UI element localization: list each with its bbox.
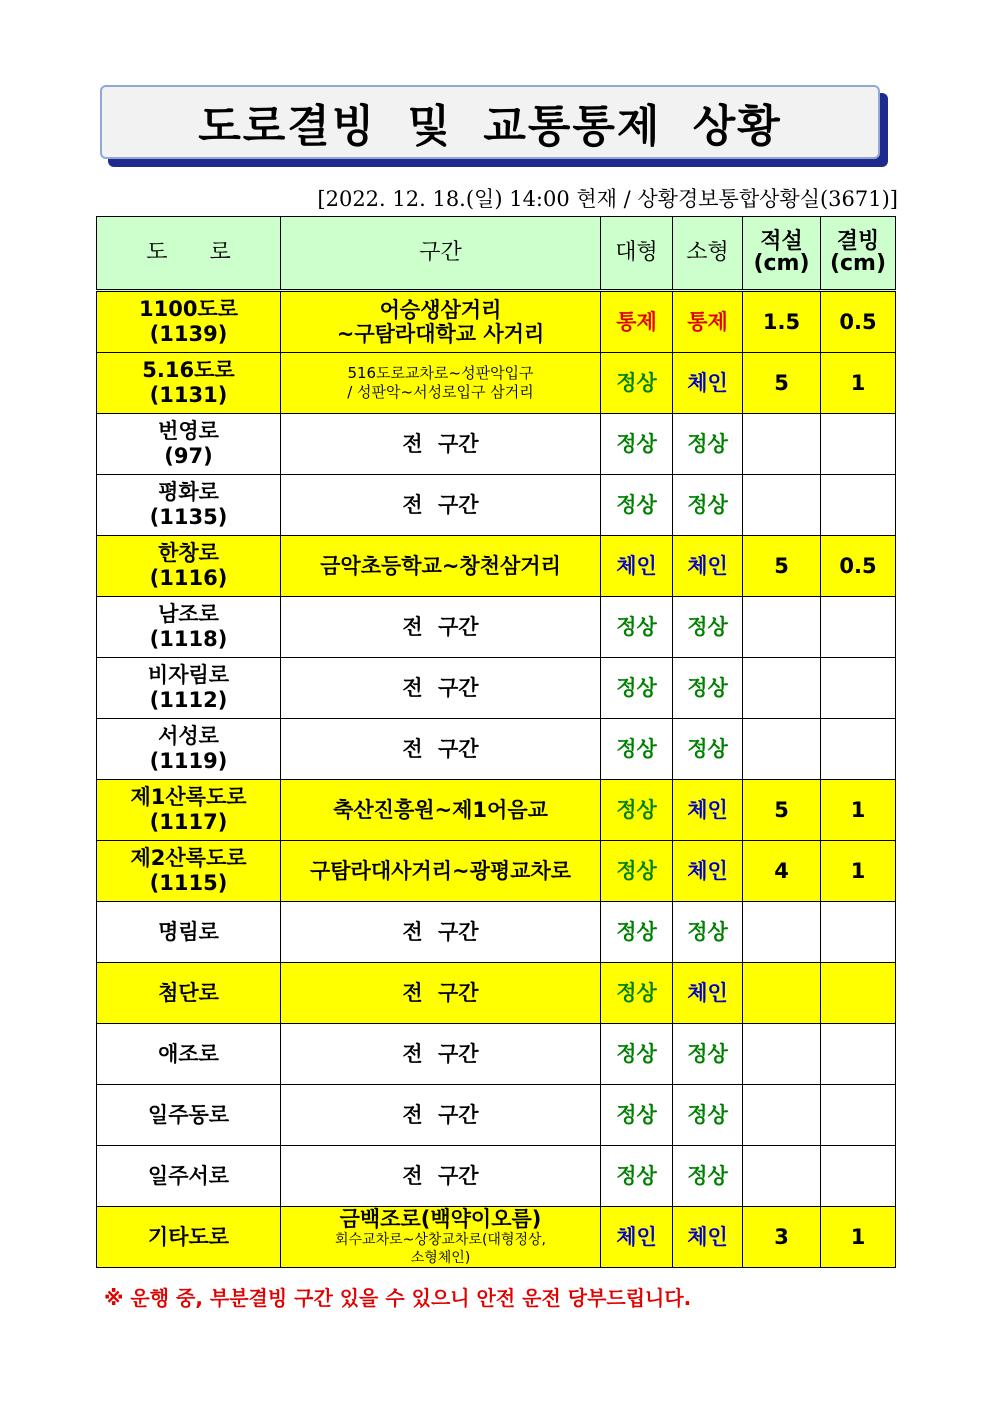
ice-depth (821, 963, 896, 1024)
road-name-cell (97, 780, 281, 841)
road-name: 제2산록도로 (130, 846, 247, 870)
ice-depth: 1 (821, 353, 896, 414)
large-vehicle-status: 정상 (601, 1146, 673, 1207)
ice-depth (821, 414, 896, 475)
road-number: (1112) (149, 688, 228, 712)
section-cell: 구탐라대사거리~광평교차로 (281, 841, 601, 902)
section-cell: 전 구간 (281, 414, 601, 475)
large-vehicle-status: 체인 (601, 536, 673, 597)
section-cell: 전 구간 (281, 658, 601, 719)
title-banner (100, 85, 884, 163)
small-vehicle-status: 체인 (673, 841, 743, 902)
large-vehicle-status: 정상 (601, 780, 673, 841)
snow-depth (743, 414, 821, 475)
small-vehicle-status: 통제 (673, 291, 743, 353)
snow-depth (743, 597, 821, 658)
large-vehicle-status: 정상 (601, 719, 673, 780)
ice-depth (821, 1024, 896, 1085)
road-name-cell (97, 1024, 281, 1085)
small-vehicle-status: 정상 (673, 414, 743, 475)
ice-depth: 0.5 (821, 291, 896, 353)
road-name-cell (97, 536, 281, 597)
snow-depth (743, 1085, 821, 1146)
ice-depth (821, 719, 896, 780)
road-name-cell (97, 291, 281, 353)
section-cell: 전 구간 (281, 597, 601, 658)
large-vehicle-status: 정상 (601, 353, 673, 414)
snow-depth (743, 719, 821, 780)
snow-depth (743, 658, 821, 719)
snow-depth (743, 963, 821, 1024)
road-number: (1139) (149, 322, 228, 346)
table-row (97, 291, 896, 353)
road-number: (1135) (149, 505, 228, 529)
snow-depth: 3 (743, 1207, 821, 1268)
road-number: (1131) (149, 383, 228, 407)
large-vehicle-status: 정상 (601, 597, 673, 658)
road-name-cell (97, 1146, 281, 1207)
road-name: 제1산록도로 (130, 785, 247, 809)
ice-depth (821, 658, 896, 719)
table-row (97, 1085, 896, 1146)
table-row (97, 475, 896, 536)
page-title: 도로결빙 및 교통통제 상황 (198, 101, 782, 152)
table-row (97, 536, 896, 597)
table-row (97, 902, 896, 963)
ice-depth: 1 (821, 841, 896, 902)
large-vehicle-status: 정상 (601, 658, 673, 719)
road-name: 애조로 (158, 1041, 219, 1066)
table-row (97, 414, 896, 475)
ice-depth (821, 1085, 896, 1146)
road-name: 서성로 (158, 724, 219, 748)
small-vehicle-status: 정상 (673, 1146, 743, 1207)
section-cell: 어승생삼거리 ~구탐라대학교 사거리 (281, 291, 601, 353)
large-vehicle-status: 정상 (601, 414, 673, 475)
small-vehicle-status: 정상 (673, 1085, 743, 1146)
road-name: 1100도로 (138, 297, 239, 321)
small-vehicle-status: 정상 (673, 658, 743, 719)
ice-depth: 1 (821, 780, 896, 841)
table-row (97, 1146, 896, 1207)
section-cell: 전 구간 (281, 902, 601, 963)
section-cell: 전 구간 (281, 719, 601, 780)
snow-depth: 5 (743, 536, 821, 597)
section-cell: 전 구간 (281, 1146, 601, 1207)
snow-depth: 5 (743, 353, 821, 414)
road-name-cell (97, 841, 281, 902)
header-large: 대형 (601, 217, 673, 291)
road-name: 일주서로 (147, 1163, 230, 1188)
report-timestamp: [2022. 12. 18.(일) 14:00 현재 / 상황경보통합상황실(3671)] (317, 187, 898, 211)
road-name: 번영로 (158, 419, 219, 443)
section-cell: 전 구간 (281, 1085, 601, 1146)
title-box (100, 85, 880, 159)
small-vehicle-status: 체인 (673, 536, 743, 597)
snow-depth (743, 1024, 821, 1085)
table-header-row (97, 217, 896, 291)
road-name-cell (97, 963, 281, 1024)
snow-depth (743, 1146, 821, 1207)
table-row (97, 780, 896, 841)
small-vehicle-status: 정상 (673, 902, 743, 963)
header-small: 소형 (673, 217, 743, 291)
large-vehicle-status: 통제 (601, 291, 673, 353)
table-row (97, 353, 896, 414)
ice-depth (821, 1146, 896, 1207)
small-vehicle-status: 체인 (673, 1207, 743, 1268)
road-name-cell (97, 353, 281, 414)
snow-depth: 4 (743, 841, 821, 902)
road-name-cell (97, 658, 281, 719)
ice-depth (821, 902, 896, 963)
road-name: 한창로 (158, 541, 219, 565)
road-number: (1115) (149, 871, 228, 895)
ice-depth: 1 (821, 1207, 896, 1268)
small-vehicle-status: 체인 (673, 353, 743, 414)
small-vehicle-status: 정상 (673, 475, 743, 536)
small-vehicle-status: 정상 (673, 597, 743, 658)
road-name-cell (97, 414, 281, 475)
road-name: 첨단로 (158, 980, 219, 1005)
road-name: 일주동로 (147, 1102, 230, 1127)
header-road: 도 로 (97, 217, 281, 291)
large-vehicle-status: 체인 (601, 1207, 673, 1268)
road-name: 평화로 (158, 480, 219, 504)
snow-depth: 5 (743, 780, 821, 841)
section-cell: 전 구간 (281, 1024, 601, 1085)
large-vehicle-status: 정상 (601, 1085, 673, 1146)
road-name: 남조로 (158, 602, 219, 626)
snow-depth: 1.5 (743, 291, 821, 353)
road-name-cell (97, 475, 281, 536)
small-vehicle-status: 정상 (673, 719, 743, 780)
road-status-table (96, 216, 896, 1268)
small-vehicle-status: 체인 (673, 963, 743, 1024)
road-name: 기타도로 (147, 1224, 230, 1249)
section-cell: 축산진흥원~제1어음교 (281, 780, 601, 841)
road-name: 5.16도로 (142, 358, 235, 382)
large-vehicle-status: 정상 (601, 902, 673, 963)
table-row (97, 719, 896, 780)
road-name-cell (97, 1085, 281, 1146)
table-row (97, 963, 896, 1024)
road-name-cell (97, 902, 281, 963)
table-row (97, 1207, 896, 1268)
header-snow: 적설 (cm) (743, 217, 821, 291)
section-cell: 전 구간 (281, 475, 601, 536)
snow-depth (743, 902, 821, 963)
large-vehicle-status: 정상 (601, 1024, 673, 1085)
road-name: 명림로 (158, 919, 219, 944)
large-vehicle-status: 정상 (601, 475, 673, 536)
table-row (97, 841, 896, 902)
road-number: (1118) (149, 627, 228, 651)
section-cell: 516도로교차로~성판악입구 / 성판악~서성로입구 삼거리 (281, 353, 601, 414)
header-section: 구간 (281, 217, 601, 291)
ice-depth (821, 597, 896, 658)
section-cell: 금백조로(백약이오름) 회수교차로~상창교차로(대형정상, 소형체인) (281, 1207, 601, 1268)
road-name: 비자림로 (147, 663, 230, 687)
small-vehicle-status: 정상 (673, 1024, 743, 1085)
road-number: (97) (164, 444, 213, 468)
table-row (97, 1024, 896, 1085)
snow-depth (743, 475, 821, 536)
large-vehicle-status: 정상 (601, 963, 673, 1024)
road-number: (1119) (149, 749, 228, 773)
footer-notice: ※ 운행 중, 부분결빙 구간 있을 수 있으니 안전 운전 당부드립니다. (104, 1286, 692, 1310)
header-ice: 결빙 (cm) (821, 217, 896, 291)
road-name-cell (97, 719, 281, 780)
ice-depth (821, 475, 896, 536)
large-vehicle-status: 정상 (601, 841, 673, 902)
section-cell: 전 구간 (281, 963, 601, 1024)
road-name-cell (97, 1207, 281, 1268)
small-vehicle-status: 체인 (673, 780, 743, 841)
table-row (97, 597, 896, 658)
road-name-cell (97, 597, 281, 658)
road-number: (1117) (149, 810, 228, 834)
section-cell: 금악초등학교~창천삼거리 (281, 536, 601, 597)
ice-depth: 0.5 (821, 536, 896, 597)
table-row (97, 658, 896, 719)
road-number: (1116) (149, 566, 228, 590)
